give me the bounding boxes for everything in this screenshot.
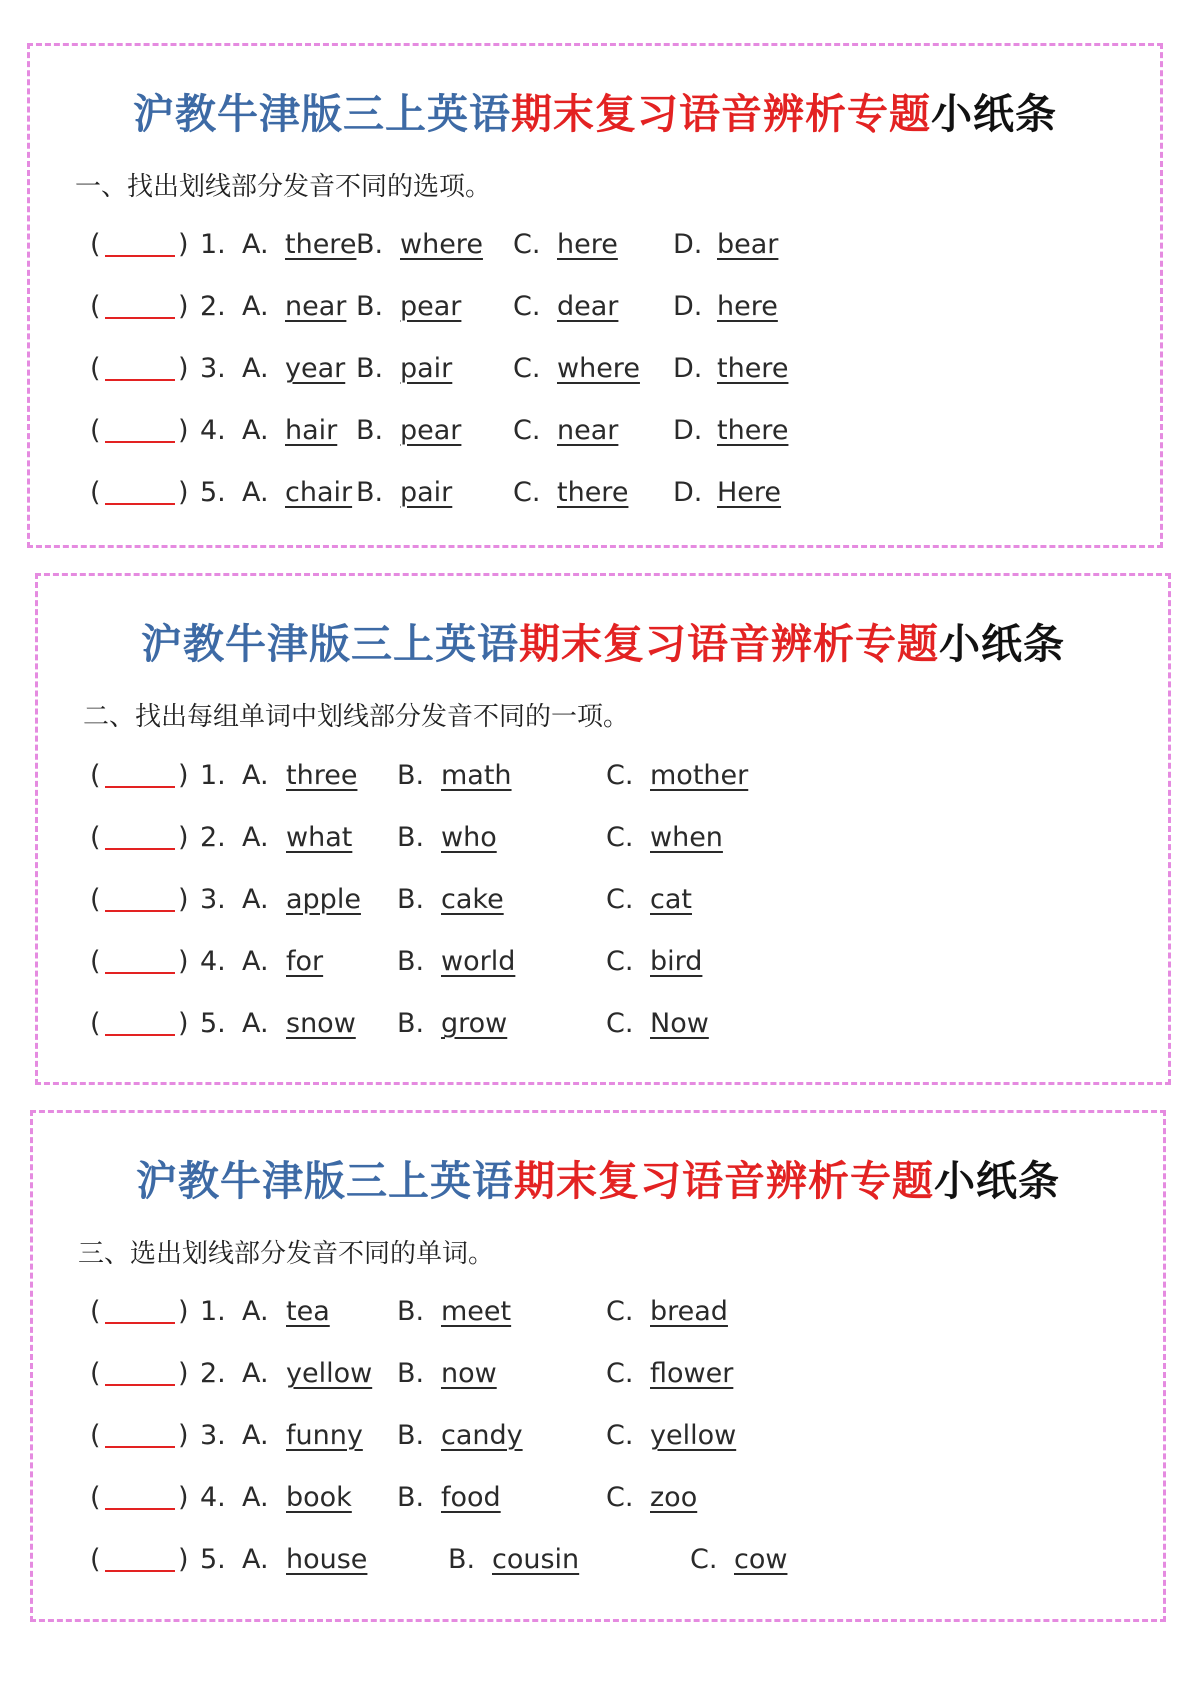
- answer-blank[interactable]: [105, 255, 175, 257]
- card-title: 沪教牛津版三上英语期末复习语音辨析专题小纸条: [136, 1157, 1060, 1205]
- option-a: three: [286, 760, 358, 791]
- option-a: hair: [285, 415, 338, 446]
- answer-blank[interactable]: [105, 786, 175, 788]
- option-b: candy: [441, 1420, 523, 1451]
- option-d: there: [717, 415, 789, 446]
- option-c: Now: [650, 1008, 709, 1039]
- option-a: what: [286, 822, 353, 853]
- option-a: funny: [286, 1420, 363, 1451]
- worksheet-card-1: 沪教牛津版三上英语期末复习语音辨析专题小纸条 一、找出划线部分发音不同的选项。 ( ) 1. A. there B. where C. here D. bear ( ) 2. A. near B. pear C. dear D. here ( ) 3. A. year B. pair C. where D. there ( ) 4. A. hair B. pear C. near D. there ( ) 5. A. chair B. pair C. there D. Here: [27, 43, 1163, 548]
- option-b: meet: [441, 1296, 512, 1327]
- option-d: bear: [717, 229, 779, 260]
- option-c: near: [557, 415, 619, 446]
- answer-blank[interactable]: [105, 1570, 175, 1572]
- section-instruction: 二、找出每组单词中划线部分发音不同的一项。: [83, 702, 630, 732]
- worksheet-card-3: 沪教牛津版三上英语期末复习语音辨析专题小纸条 三、选出划线部分发音不同的单词。 ( ) 1. A. tea B. meet C. bread ( ) 2. A. yellow B. now C. flower ( ) 3. A. funny B. candy C. yellow ( ) 4. A. book B. food C. zoo ( ) 5. A. house B. cousin C. cow: [30, 1110, 1166, 1622]
- option-b: cake: [441, 884, 504, 915]
- section-instruction: 一、找出划线部分发音不同的选项。: [75, 172, 492, 202]
- option-c: bread: [650, 1296, 728, 1327]
- option-c: yellow: [650, 1420, 737, 1451]
- section-instruction: 三、选出划线部分发音不同的单词。: [78, 1239, 495, 1269]
- answer-blank[interactable]: [105, 972, 175, 974]
- option-c: bird: [650, 946, 703, 977]
- option-c: when: [650, 822, 723, 853]
- option-b: cousin: [492, 1544, 580, 1575]
- answer-blank[interactable]: [105, 910, 175, 912]
- option-c: flower: [650, 1358, 734, 1389]
- option-a: tea: [286, 1296, 330, 1327]
- option-b: pear: [400, 415, 462, 446]
- option-c: there: [557, 477, 629, 508]
- option-d: Here: [717, 477, 782, 508]
- option-b: pair: [400, 477, 453, 508]
- answer-blank[interactable]: [105, 1446, 175, 1448]
- card-title: 沪教牛津版三上英语期末复习语音辨析专题小纸条: [133, 90, 1057, 138]
- option-a: yellow: [286, 1358, 373, 1389]
- option-c: dear: [557, 291, 619, 322]
- answer-blank[interactable]: [105, 317, 175, 319]
- option-b: world: [441, 946, 516, 977]
- option-b: grow: [441, 1008, 508, 1039]
- answer-blank[interactable]: [105, 1384, 175, 1386]
- option-b: math: [441, 760, 512, 791]
- card-title: 沪教牛津版三上英语期末复习语音辨析专题小纸条: [141, 620, 1065, 668]
- option-a: apple: [286, 884, 361, 915]
- option-a: book: [286, 1482, 352, 1513]
- option-a: there: [285, 229, 357, 260]
- answer-blank[interactable]: [105, 1034, 175, 1036]
- answer-blank[interactable]: [105, 503, 175, 505]
- option-c: cat: [650, 884, 692, 915]
- option-d: here: [717, 291, 778, 322]
- option-b: pear: [400, 291, 462, 322]
- answer-blank[interactable]: [105, 1508, 175, 1510]
- option-b: now: [441, 1358, 497, 1389]
- option-c: cow: [734, 1544, 788, 1575]
- option-c: here: [557, 229, 618, 260]
- worksheet-card-2: 沪教牛津版三上英语期末复习语音辨析专题小纸条 二、找出每组单词中划线部分发音不同的一项。 ( ) 1. A. three B. math C. mother ( ) 2. A. what B. who C. when ( ) 3. A. apple B. cake C. cat ( ) 4. A. for B. world C. bird ( ) 5. A. snow B. grow C. Now: [35, 573, 1171, 1085]
- option-b: pair: [400, 353, 453, 384]
- answer-blank[interactable]: [105, 848, 175, 850]
- option-b: food: [441, 1482, 501, 1513]
- option-a: for: [286, 946, 324, 977]
- option-c: zoo: [650, 1482, 698, 1513]
- option-b: where: [400, 229, 483, 260]
- option-a: chair: [285, 477, 353, 508]
- answer-blank[interactable]: [105, 441, 175, 443]
- option-c: where: [557, 353, 640, 384]
- option-d: there: [717, 353, 789, 384]
- option-a: snow: [286, 1008, 356, 1039]
- answer-blank[interactable]: [105, 1322, 175, 1324]
- answer-blank[interactable]: [105, 379, 175, 381]
- option-c: mother: [650, 760, 749, 791]
- option-a: near: [285, 291, 347, 322]
- option-b: who: [441, 822, 497, 853]
- option-a: year: [285, 353, 346, 384]
- option-a: house: [286, 1544, 368, 1575]
